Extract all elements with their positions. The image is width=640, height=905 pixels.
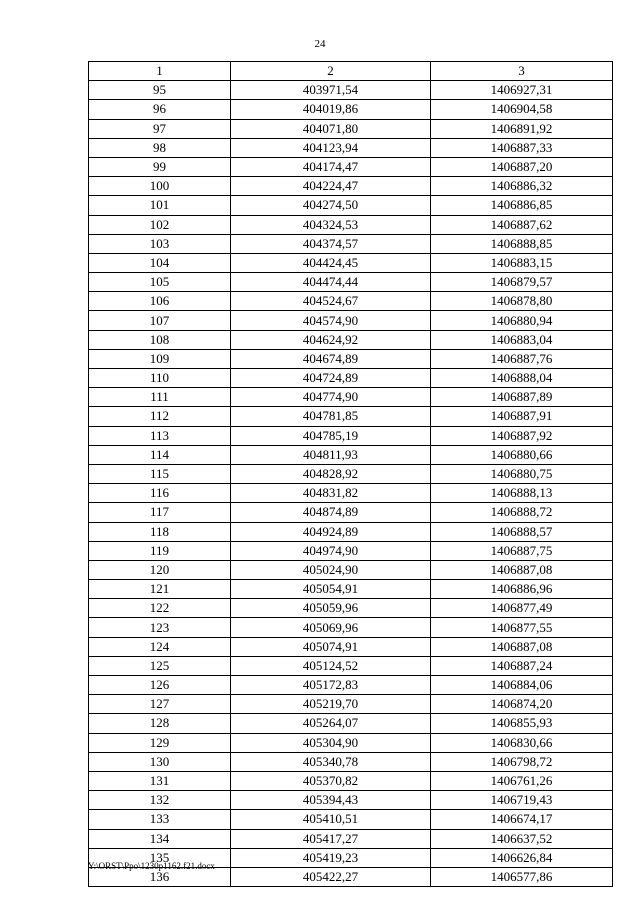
cell-y-coordinate: 1406880,66 [431,445,613,464]
table-row [89,81,613,100]
cell-y-coordinate: 1406577,86 [431,867,613,886]
coordinates-table [88,61,613,887]
cell-x-coordinate: 404785,19 [231,426,431,445]
cell-y-coordinate: 1406637,52 [431,829,613,848]
page-number: 24 [314,38,326,50]
cell-y-coordinate: 1406877,49 [431,599,613,618]
cell-y-coordinate: 1406887,62 [431,215,613,234]
cell-point-number: 119 [89,541,231,560]
cell-y-coordinate: 1406888,85 [431,234,613,253]
table-row [89,445,613,464]
table-row [89,791,613,810]
cell-y-coordinate: 1406927,31 [431,81,613,100]
cell-y-coordinate: 1406888,57 [431,522,613,541]
table-row [89,599,613,618]
cell-y-coordinate: 1406886,96 [431,580,613,599]
cell-y-coordinate: 1406879,57 [431,273,613,292]
cell-point-number: 136 [89,867,231,886]
cell-x-coordinate: 404324,53 [231,215,431,234]
cell-x-coordinate: 405419,23 [231,848,431,867]
cell-point-number: 131 [89,771,231,790]
cell-x-coordinate: 404374,57 [231,234,431,253]
table-row [89,637,613,656]
table-header [89,62,613,81]
cell-point-number: 105 [89,273,231,292]
cell-x-coordinate: 404424,45 [231,253,431,272]
cell-point-number: 127 [89,695,231,714]
cell-point-number: 118 [89,522,231,541]
table-row [89,407,613,426]
cell-point-number: 128 [89,714,231,733]
table-row [89,810,613,829]
cell-y-coordinate: 1406880,94 [431,311,613,330]
cell-point-number: 95 [89,81,231,100]
table-row [89,714,613,733]
table-row [89,771,613,790]
cell-x-coordinate: 405124,52 [231,656,431,675]
footer-file-path: Y:\ORST\Ppo\1230p1162.f21.docx [88,861,215,871]
cell-y-coordinate: 1406887,76 [431,349,613,368]
cell-y-coordinate: 1406888,13 [431,484,613,503]
cell-point-number: 96 [89,100,231,119]
cell-x-coordinate: 405069,96 [231,618,431,637]
cell-x-coordinate: 404071,80 [231,119,431,138]
table-row [89,656,613,675]
cell-point-number: 97 [89,119,231,138]
cell-x-coordinate: 404274,50 [231,196,431,215]
cell-y-coordinate: 1406626,84 [431,848,613,867]
cell-point-number: 98 [89,138,231,157]
header-cell-x: 2 [231,62,431,81]
cell-x-coordinate: 405340,78 [231,752,431,771]
table-row [89,292,613,311]
cell-y-coordinate: 1406761,26 [431,771,613,790]
cell-x-coordinate: 403971,54 [231,81,431,100]
cell-point-number: 114 [89,445,231,464]
cell-x-coordinate: 405172,83 [231,676,431,695]
table-row [89,464,613,483]
cell-point-number: 99 [89,157,231,176]
table-row [89,138,613,157]
cell-y-coordinate: 1406888,72 [431,503,613,522]
cell-x-coordinate: 404174,47 [231,157,431,176]
cell-point-number: 126 [89,676,231,695]
cell-x-coordinate: 405264,07 [231,714,431,733]
cell-y-coordinate: 1406877,55 [431,618,613,637]
cell-point-number: 115 [89,464,231,483]
cell-y-coordinate: 1406888,04 [431,369,613,388]
cell-y-coordinate: 1406874,20 [431,695,613,714]
cell-x-coordinate: 404524,67 [231,292,431,311]
cell-point-number: 117 [89,503,231,522]
cell-y-coordinate: 1406887,24 [431,656,613,675]
cell-y-coordinate: 1406887,91 [431,407,613,426]
cell-point-number: 108 [89,330,231,349]
cell-point-number: 134 [89,829,231,848]
cell-point-number: 102 [89,215,231,234]
table-row [89,157,613,176]
cell-point-number: 104 [89,253,231,272]
header-cell-y: 3 [431,62,613,81]
cell-y-coordinate: 1406887,08 [431,637,613,656]
cell-x-coordinate: 404624,92 [231,330,431,349]
cell-point-number: 110 [89,369,231,388]
cell-x-coordinate: 405417,27 [231,829,431,848]
cell-x-coordinate: 405304,90 [231,733,431,752]
cell-x-coordinate: 404574,90 [231,311,431,330]
cell-point-number: 130 [89,752,231,771]
cell-x-coordinate: 405422,27 [231,867,431,886]
cell-y-coordinate: 1406887,08 [431,560,613,579]
table-row [89,311,613,330]
cell-x-coordinate: 404224,47 [231,177,431,196]
cell-y-coordinate: 1406830,66 [431,733,613,752]
cell-x-coordinate: 404674,89 [231,349,431,368]
cell-point-number: 109 [89,349,231,368]
table-row [89,369,613,388]
table-row [89,215,613,234]
cell-x-coordinate: 404874,89 [231,503,431,522]
cell-point-number: 133 [89,810,231,829]
table-row [89,752,613,771]
table-row [89,733,613,752]
table-row [89,234,613,253]
table-body [89,81,613,887]
cell-y-coordinate: 1406884,06 [431,676,613,695]
cell-x-coordinate: 404724,89 [231,369,431,388]
table-row [89,560,613,579]
cell-point-number: 135 [89,848,231,867]
cell-y-coordinate: 1406674,17 [431,810,613,829]
cell-point-number: 122 [89,599,231,618]
cell-y-coordinate: 1406883,15 [431,253,613,272]
cell-point-number: 124 [89,637,231,656]
table-row [89,273,613,292]
cell-y-coordinate: 1406798,72 [431,752,613,771]
table-row [89,541,613,560]
cell-point-number: 106 [89,292,231,311]
cell-point-number: 103 [89,234,231,253]
table-row [89,618,613,637]
cell-x-coordinate: 405219,70 [231,695,431,714]
table-row [89,484,613,503]
cell-x-coordinate: 405370,82 [231,771,431,790]
table-row [89,426,613,445]
table-header-row [89,62,613,81]
cell-point-number: 125 [89,656,231,675]
cell-y-coordinate: 1406891,92 [431,119,613,138]
cell-x-coordinate: 404019,86 [231,100,431,119]
cell-y-coordinate: 1406887,33 [431,138,613,157]
cell-point-number: 101 [89,196,231,215]
cell-y-coordinate: 1406883,04 [431,330,613,349]
cell-x-coordinate: 404123,94 [231,138,431,157]
table-row [89,580,613,599]
table-row [89,100,613,119]
cell-point-number: 120 [89,560,231,579]
table-row [89,253,613,272]
cell-x-coordinate: 405394,43 [231,791,431,810]
cell-point-number: 129 [89,733,231,752]
cell-point-number: 132 [89,791,231,810]
cell-y-coordinate: 1406880,75 [431,464,613,483]
cell-point-number: 121 [89,580,231,599]
header-cell-point-number: 1 [89,62,231,81]
cell-y-coordinate: 1406887,75 [431,541,613,560]
cell-x-coordinate: 404924,89 [231,522,431,541]
table-row [89,829,613,848]
cell-x-coordinate: 404828,92 [231,464,431,483]
cell-y-coordinate: 1406887,20 [431,157,613,176]
table-row [89,177,613,196]
table-row [89,522,613,541]
cell-point-number: 111 [89,388,231,407]
table-row [89,349,613,368]
cell-y-coordinate: 1406886,85 [431,196,613,215]
cell-y-coordinate: 1406887,92 [431,426,613,445]
cell-x-coordinate: 404831,82 [231,484,431,503]
cell-x-coordinate: 405074,91 [231,637,431,656]
cell-y-coordinate: 1406904,58 [431,100,613,119]
table-row [89,119,613,138]
table-row [89,676,613,695]
cell-x-coordinate: 404974,90 [231,541,431,560]
cell-point-number: 113 [89,426,231,445]
cell-x-coordinate: 405024,90 [231,560,431,579]
cell-y-coordinate: 1406878,80 [431,292,613,311]
cell-x-coordinate: 404781,85 [231,407,431,426]
cell-x-coordinate: 405054,91 [231,580,431,599]
cell-x-coordinate: 405410,51 [231,810,431,829]
cell-y-coordinate: 1406855,93 [431,714,613,733]
table-row [89,196,613,215]
table-row [89,330,613,349]
cell-point-number: 107 [89,311,231,330]
table-row [89,388,613,407]
cell-point-number: 112 [89,407,231,426]
cell-x-coordinate: 405059,96 [231,599,431,618]
table-row [89,695,613,714]
cell-y-coordinate: 1406887,89 [431,388,613,407]
cell-point-number: 100 [89,177,231,196]
cell-y-coordinate: 1406719,43 [431,791,613,810]
table-row [89,503,613,522]
cell-x-coordinate: 404474,44 [231,273,431,292]
cell-y-coordinate: 1406886,32 [431,177,613,196]
cell-x-coordinate: 404774,90 [231,388,431,407]
cell-x-coordinate: 404811,93 [231,445,431,464]
cell-point-number: 116 [89,484,231,503]
cell-point-number: 123 [89,618,231,637]
